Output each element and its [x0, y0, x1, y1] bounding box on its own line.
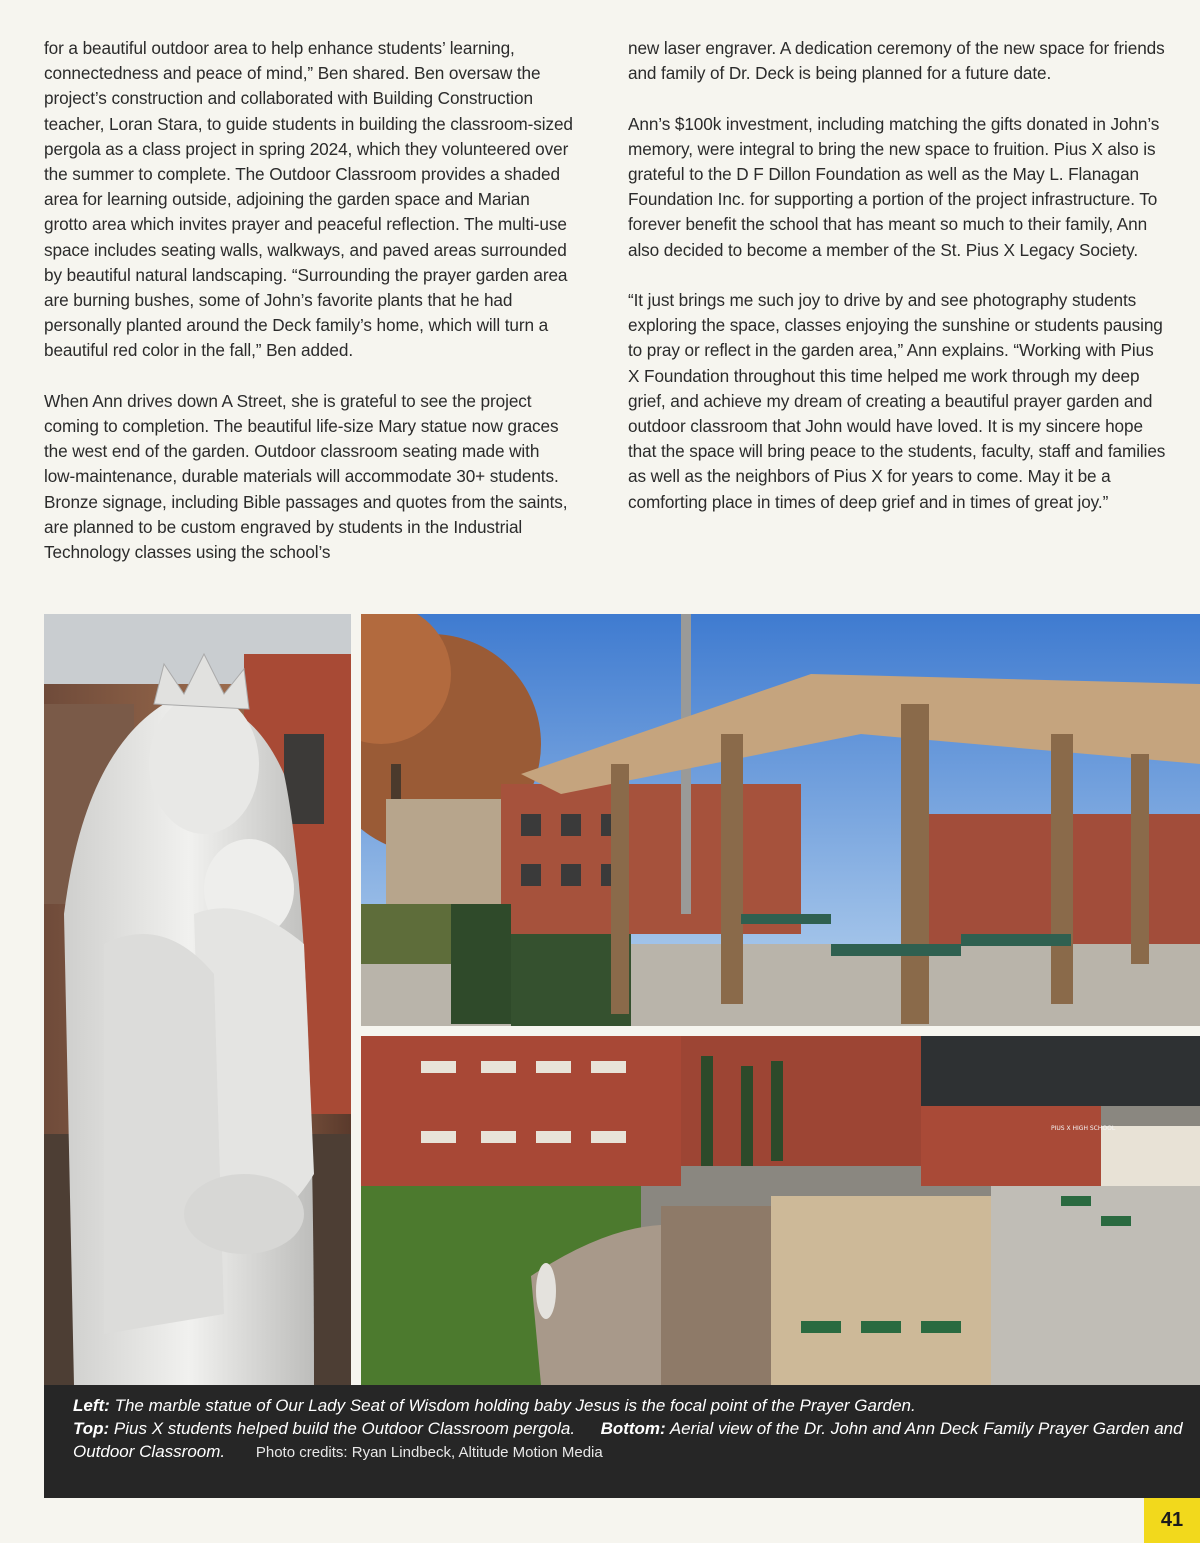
- caption-left-label: Left:: [73, 1396, 110, 1415]
- right-text-column: [628, 36, 1168, 540]
- left-paragraph-1: for a beautiful outdoor area to help enhance students’ learning, connectedness and peace of mind,” Ben shared. Ben oversaw the project’s construction and collaborated with Building Construction teacher, Loran Stara, to guide students in building the classroom-sized pergola as a class project in spring 2024, which they volunteered over the summer to complete. The Outdoor Classroom provides a shaded area for learning outside, adjoining the garden space and Marian grotto area which invites prayer and peaceful reflection. The multi-use space includes seating walls, walkways, and paved areas surrounded by beautiful natural landscaping. “Surrounding the prayer garden area are burning bushes, some of John’s favorite plants that he had personally planted around the Deck family’s home, which will turn a beautiful red color in the fall,” Ben added.: [44, 38, 573, 361]
- page-number: 41: [1144, 1498, 1200, 1543]
- caption-bottom-label: Bottom:: [600, 1419, 666, 1438]
- right-paragraph-3: “It just brings me such joy to drive by and see photography students exploring the space, classes enjoying the sunshine or students pausing to pray or reflect in the garden area,” Ann explains. “Working with Pius X Foundation throughout this time helped me work through my deep grief, and achieve my dream of creating a beautiful prayer garden and outdoor classroom that John would have loved. It is my sincere hope that the space will bring peace to the students, faculty, staff and families as well as the neighbors of Pius X for years to come. May it be a comforting place in times of deep grief and in times of great joy.”: [628, 290, 1166, 512]
- statue-photo: [44, 614, 351, 1385]
- caption-bottom-text: Aerial view of the Dr. John and Ann Deck Family Prayer Garden and Outdoor Classroom.: [73, 1419, 1183, 1461]
- caption-top-label: Top:: [73, 1419, 110, 1438]
- school-sign: PIUS X HIGH SCHOOL: [1051, 1125, 1116, 1132]
- photo-credits: Photo credits: Ryan Lindbeck, Altitude Motion Media: [255, 1444, 603, 1461]
- aerial-photo: [361, 1036, 1200, 1385]
- left-paragraph-2: When Ann drives down A Street, she is grateful to see the project coming to completion. The beautiful life-size Mary statue now graces the west end of the garden. Outdoor classroom seating made with low-maintenance, durable materials will accommodate 30+ students. Bronze signage, including Bible passages and quotes from the saints, are planned to be custom engraved by students in the Industrial Technology classes using the school’s: [44, 390, 568, 563]
- caption-top-text: Pius X students helped build the Outdoor Classroom pergola.: [113, 1419, 576, 1438]
- right-paragraph-2: Ann’s $100k investment, including matching the gifts donated in John’s memory, were integral to bring the new space to fruition. Pius X also is grateful to the D F Dillon Foundation as well as the May L. Flanagan Foundation Inc. for supporting a portion of the project infrastructure. To forever benefit the school that has meant so much to their family, Ann also decided to become a member of the St. Pius X Legacy Society.: [628, 113, 1160, 260]
- pergola-photo: [361, 614, 1200, 1026]
- photo-caption: [44, 1385, 1200, 1498]
- right-paragraph-1: new laser engraver. A dedication ceremony of the new space for friends and family of Dr. Deck is being planned for a future date.: [628, 38, 1165, 84]
- caption-left-text: The marble statue of Our Lady Seat of Wisdom holding baby Jesus is the focal point of the Prayer Garden.: [114, 1396, 916, 1415]
- left-text-column: [44, 36, 574, 590]
